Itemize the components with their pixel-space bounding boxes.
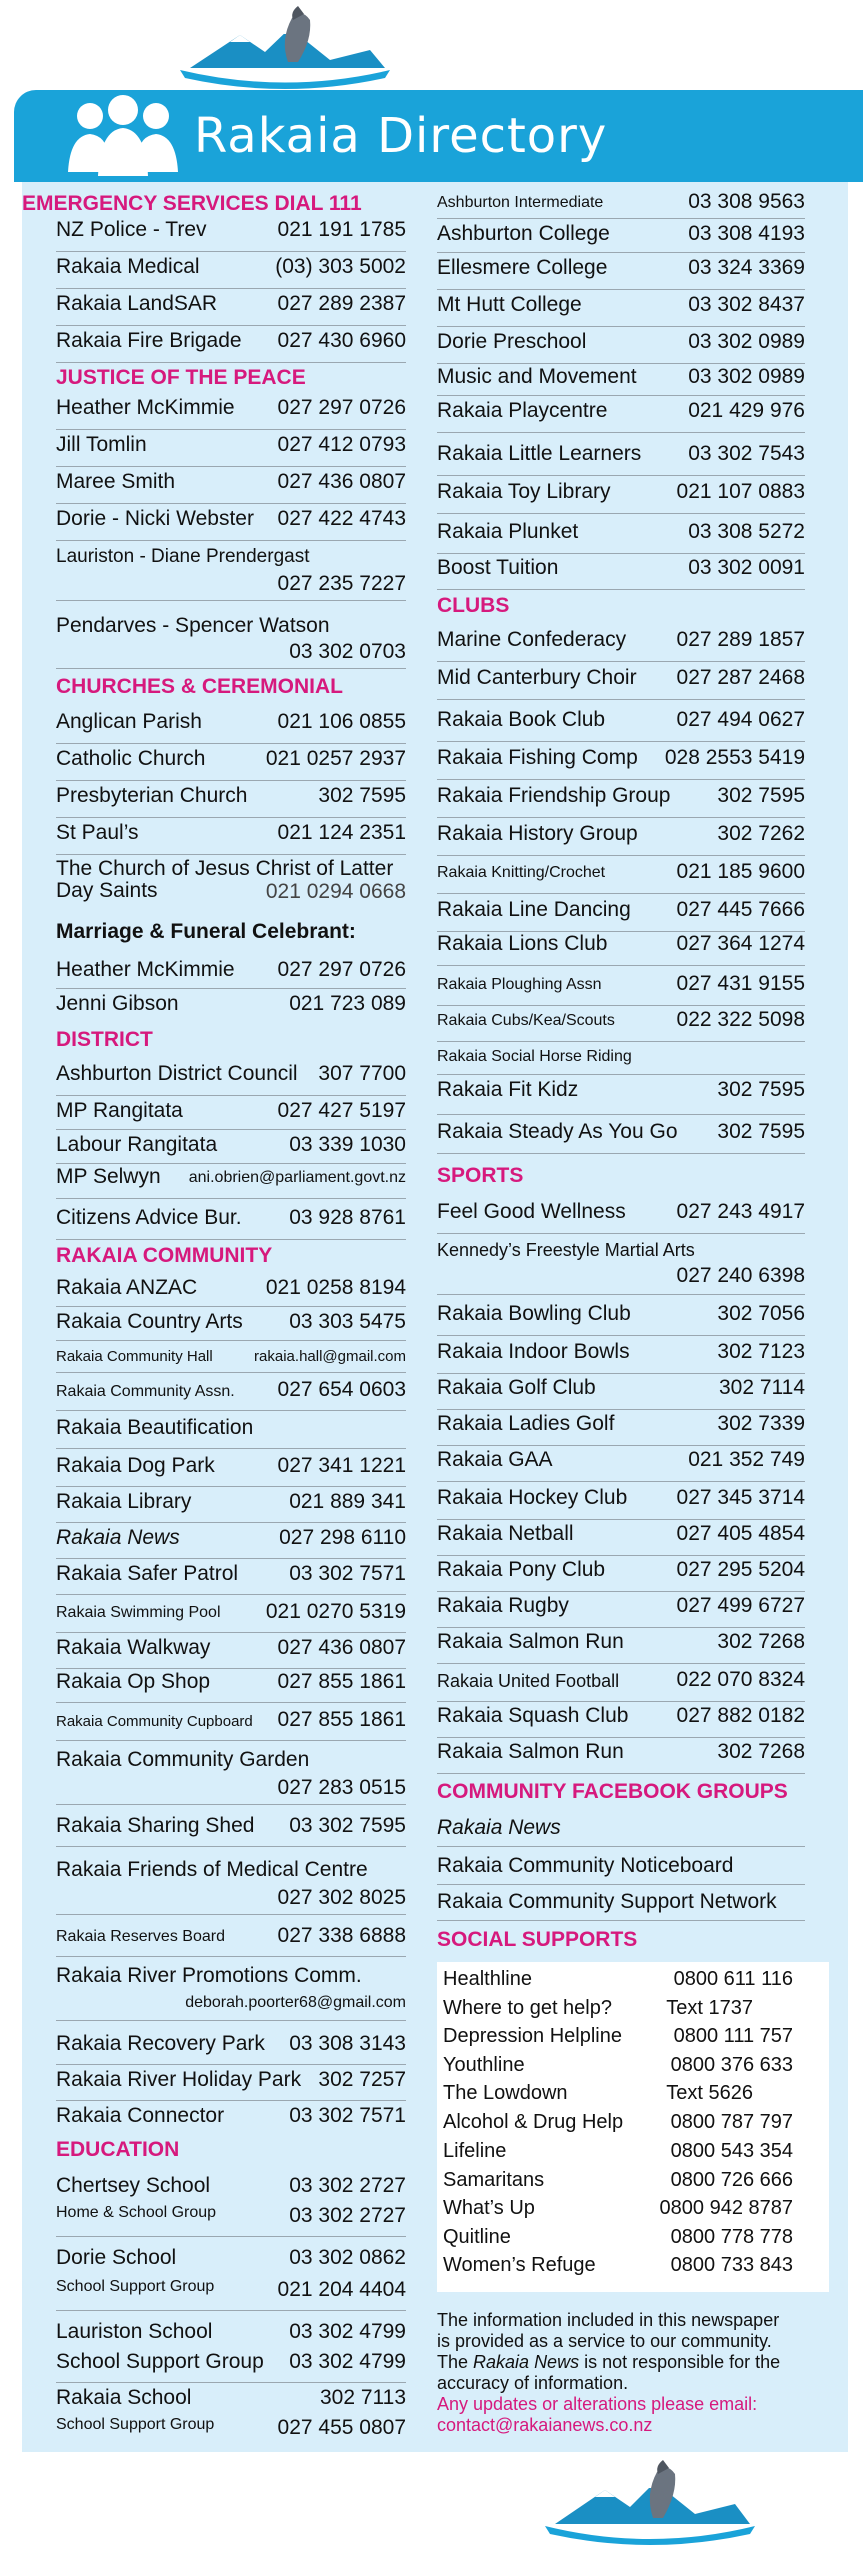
list-item: Rakaia Connector 03 302 7571 <box>56 2104 406 2127</box>
list-item: Rakaia Book Club 027 494 0627 <box>437 708 805 742</box>
list-item: Rakaia LandSAR 027 289 2387 <box>56 292 406 326</box>
list-item: Music and Movement 03 302 0989 <box>437 365 805 396</box>
list-item: Dorie Preschool 03 302 0989 <box>437 330 805 364</box>
directory-panel <box>22 182 848 2452</box>
list-item: Youthline 0800 376 633 <box>443 2054 793 2076</box>
list-item: St Paul’s 021 124 2351 <box>56 821 406 855</box>
list-item: Rakaia Hockey Club 027 345 3714 <box>437 1486 805 1520</box>
list-item: Rakaia Recovery Park 03 308 3143 <box>56 2032 406 2065</box>
list-item: Rakaia Salmon Run 302 7268 <box>437 1740 805 1774</box>
contact-email-link[interactable]: contact@rakaianews.co.nz <box>437 2415 653 2435</box>
list-item: Rakaia Lions Club 027 364 1274 <box>437 932 805 966</box>
list-item: Rakaia Knitting/Crochet 021 185 9600 <box>437 860 805 894</box>
list-item: Rakaia Netball 027 405 4854 <box>437 1522 805 1556</box>
section-heading: COMMUNITY FACEBOOK GROUPS <box>437 1780 788 1803</box>
disclaimer-note: The information included in this newspaper is provided as a service to our community. The Rakaia News is not responsible for the accuracy of information. Any updates or alterations please email: contact@rakaianews.co.nz <box>437 2310 781 2435</box>
list-item: Lifeline 0800 543 354 <box>443 2140 793 2162</box>
section-heading: Marriage & Funeral Celebrant: <box>56 920 356 943</box>
section-heading: EMERGENCY SERVICES DIAL 111 <box>22 192 362 215</box>
section-heading: SOCIAL SUPPORTS <box>437 1928 638 1951</box>
list-item: Boost Tuition 03 302 0091 <box>437 556 805 590</box>
list-item: Alcohol & Drug Help 0800 787 797 <box>443 2111 793 2133</box>
list-item: Rakaia Medical (03) 303 5002 <box>56 255 406 289</box>
list-item: Mid Canterbury Choir 027 287 2468 <box>437 666 805 700</box>
list-item: Samaritans 0800 726 666 <box>443 2169 793 2191</box>
list-item: Rakaia Rugby 027 499 6727 <box>437 1594 805 1628</box>
list-item: Rakaia Playcentre 021 429 976 <box>437 399 805 433</box>
list-item: Quitline 0800 778 778 <box>443 2226 793 2248</box>
list-item: Rakaia ANZAC 021 0258 8194 <box>56 1276 406 1307</box>
rakaia-logo <box>535 2452 765 2552</box>
list-item: Dorie School 03 302 0862 <box>56 2246 406 2269</box>
list-item: Rakaia Ploughing Assn 027 431 9155 <box>437 972 805 1006</box>
list-item: Rakaia News 027 298 6110 <box>56 1526 406 1559</box>
list-item: Rakaia Safer Patrol 03 302 7571 <box>56 1562 406 1595</box>
section-heading: SPORTS <box>437 1164 524 1187</box>
list-item: Rakaia Country Arts 03 303 5475 <box>56 1310 406 1341</box>
list-item: MP Rangitata 027 427 5197 <box>56 1099 406 1130</box>
list-item: Feel Good Wellness 027 243 4917 <box>437 1200 805 1234</box>
list-item: School Support Group 021 204 4404 <box>56 2278 406 2311</box>
list-item: Rakaia History Group 302 7262 <box>437 822 805 856</box>
list-item: Rakaia Toy Library 021 107 0883 <box>437 480 805 514</box>
list-item: Rakaia Library 021 889 341 <box>56 1490 406 1523</box>
list-item: Rakaia Friendship Group 302 7595 <box>437 784 805 818</box>
list-item: Pendarves - Spencer Watson 03 302 0703 <box>56 614 406 669</box>
list-item: Rakaia Golf Club 302 7114 <box>437 1376 805 1410</box>
list-item: Rakaia Squash Club 027 882 0182 <box>437 1704 805 1738</box>
section-heading: JUSTICE OF THE PEACE <box>56 366 306 389</box>
list-item: Rakaia School 302 7113 <box>56 2386 406 2409</box>
list-item: Rakaia Line Dancing 027 445 7666 <box>437 898 805 932</box>
section-heading: EDUCATION <box>56 2138 180 2161</box>
list-item: Rakaia Reserves Board 027 338 6888 <box>56 1924 406 1957</box>
list-item: Kennedy’s Freestyle Martial Arts 027 240 6398 <box>437 1240 805 1295</box>
list-item: Rakaia Community Hall rakaia.hall@gmail.com <box>56 1344 406 1373</box>
list-item: Rakaia Ladies Golf 302 7339 <box>437 1412 805 1446</box>
list-item: Rakaia GAA 021 352 749 <box>437 1448 805 1482</box>
list-item: School Support Group 03 302 4799 <box>56 2350 406 2383</box>
list-item: Rakaia Fire Brigade 027 430 6960 <box>56 329 406 363</box>
list-item: Presbyterian Church 302 7595 <box>56 784 406 818</box>
list-item: Rakaia United Football 022 070 8324 <box>437 1668 805 1702</box>
list-item: The Church of Jesus Christ of Latter Day Saints 021 0294 0668 <box>56 857 406 903</box>
section-heading: CLUBS <box>437 594 510 617</box>
list-item: Rakaia Fishing Comp 028 2553 5419 <box>437 746 805 780</box>
directory-header <box>14 90 863 182</box>
list-item: Rakaia Dog Park 027 341 1221 <box>56 1454 406 1487</box>
list-item: NZ Police - Trev 021 191 1785 <box>56 218 406 252</box>
list-item: Anglican Parish 021 106 0855 <box>56 710 406 744</box>
rakaia-logo <box>170 0 400 92</box>
list-item: Rakaia Community Assn. 027 654 0603 <box>56 1378 406 1411</box>
list-item: Rakaia Community Noticeboard <box>437 1854 805 1885</box>
list-item: Rakaia Bowling Club 302 7056 <box>437 1302 805 1336</box>
section-heading: RAKAIA COMMUNITY <box>56 1244 273 1267</box>
list-item: Where to get help? Text 1737 <box>443 1997 753 2019</box>
list-item: What’s Up 0800 942 8787 <box>443 2197 793 2219</box>
list-item: MP Selwyn ani.obrien@parliament.govt.nz <box>56 1165 406 1199</box>
list-item: Ashburton District Council 307 7700 <box>56 1062 406 1096</box>
list-item: Dorie - Nicki Webster 027 422 4743 <box>56 507 406 541</box>
list-item: Women’s Refuge 0800 733 843 <box>443 2254 793 2276</box>
list-item: Ashburton College 03 308 4193 <box>437 222 805 253</box>
section-heading: CHURCHES & CEREMONIAL <box>56 675 344 698</box>
list-item: Jenni Gibson 021 723 089 <box>56 992 406 1015</box>
list-item: Rakaia Swimming Pool 021 0270 5319 <box>56 1600 406 1633</box>
list-item: School Support Group 027 455 0807 <box>56 2416 406 2439</box>
list-item: Depression Helpline 0800 111 757 <box>443 2025 793 2047</box>
list-item: Ellesmere College 03 324 3369 <box>437 256 805 290</box>
list-item: Rakaia Beautification <box>56 1416 406 1449</box>
list-item: Rakaia Salmon Run 302 7268 <box>437 1630 805 1664</box>
list-item: Rakaia Little Learners 03 302 7543 <box>437 442 805 476</box>
list-item: Rakaia News <box>437 1816 805 1847</box>
list-item: Rakaia Friends of Medical Centre 027 302 8025 <box>56 1858 406 1915</box>
list-item: Jill Tomlin 027 412 0793 <box>56 433 406 467</box>
list-item: Citizens Advice Bur. 03 928 8761 <box>56 1206 406 1240</box>
list-item: Catholic Church 021 0257 2937 <box>56 747 406 781</box>
list-item: The Lowdown Text 5626 <box>443 2082 753 2104</box>
list-item: Heather McKimmie 027 297 0726 <box>56 396 406 430</box>
list-item: Rakaia Pony Club 027 295 5204 <box>437 1558 805 1592</box>
list-item: Healthline 0800 611 116 <box>443 1968 793 1990</box>
list-item: Mt Hutt College 03 302 8437 <box>437 293 805 327</box>
list-item: Rakaia Walkway 027 436 0807 <box>56 1636 406 1669</box>
list-item: Rakaia River Promotions Comm. deborah.poorter68@gmail.com <box>56 1964 406 2021</box>
list-item: Rakaia Community Garden 027 283 0515 <box>56 1748 406 1805</box>
list-item: Lauriston - Diane Prendergast 027 235 7227 <box>56 546 406 601</box>
social-supports-box <box>437 1962 829 2292</box>
list-item: Rakaia Community Cupboard 027 855 1861 <box>56 1708 406 1741</box>
list-item: Marine Confederacy 027 289 1857 <box>437 628 805 662</box>
list-item: Rakaia Steady As You Go 302 7595 <box>437 1120 805 1154</box>
list-item: Chertsey School 03 302 2727 <box>56 2174 406 2197</box>
list-item: Ashburton Intermediate 03 308 9563 <box>437 190 805 219</box>
list-item: Rakaia Social Horse Riding <box>437 1044 805 1075</box>
list-item: Maree Smith 027 436 0807 <box>56 470 406 504</box>
list-item: Labour Rangitata 03 339 1030 <box>56 1133 406 1164</box>
people-icon <box>48 94 198 180</box>
list-item: Rakaia Sharing Shed 03 302 7595 <box>56 1814 406 1847</box>
list-item: Rakaia Indoor Bowls 302 7123 <box>437 1340 805 1374</box>
list-item: Rakaia River Holiday Park 302 7257 <box>56 2068 406 2101</box>
list-item: Rakaia Community Support Network <box>437 1890 805 1921</box>
list-item: Rakaia Cubs/Kea/Scouts 022 322 5098 <box>437 1008 805 1042</box>
list-item: Rakaia Fit Kidz 302 7595 <box>437 1078 805 1115</box>
section-heading: DISTRICT <box>56 1028 153 1051</box>
page-title: Rakaia Directory <box>194 108 608 164</box>
list-item: Heather McKimmie 027 297 0726 <box>56 958 406 989</box>
list-item: Home & School Group 03 302 2727 <box>56 2204 406 2237</box>
list-item: Rakaia Op Shop 027 855 1861 <box>56 1670 406 1703</box>
list-item: Lauriston School 03 302 4799 <box>56 2320 406 2343</box>
list-item: Rakaia Plunket 03 308 5272 <box>437 520 805 554</box>
